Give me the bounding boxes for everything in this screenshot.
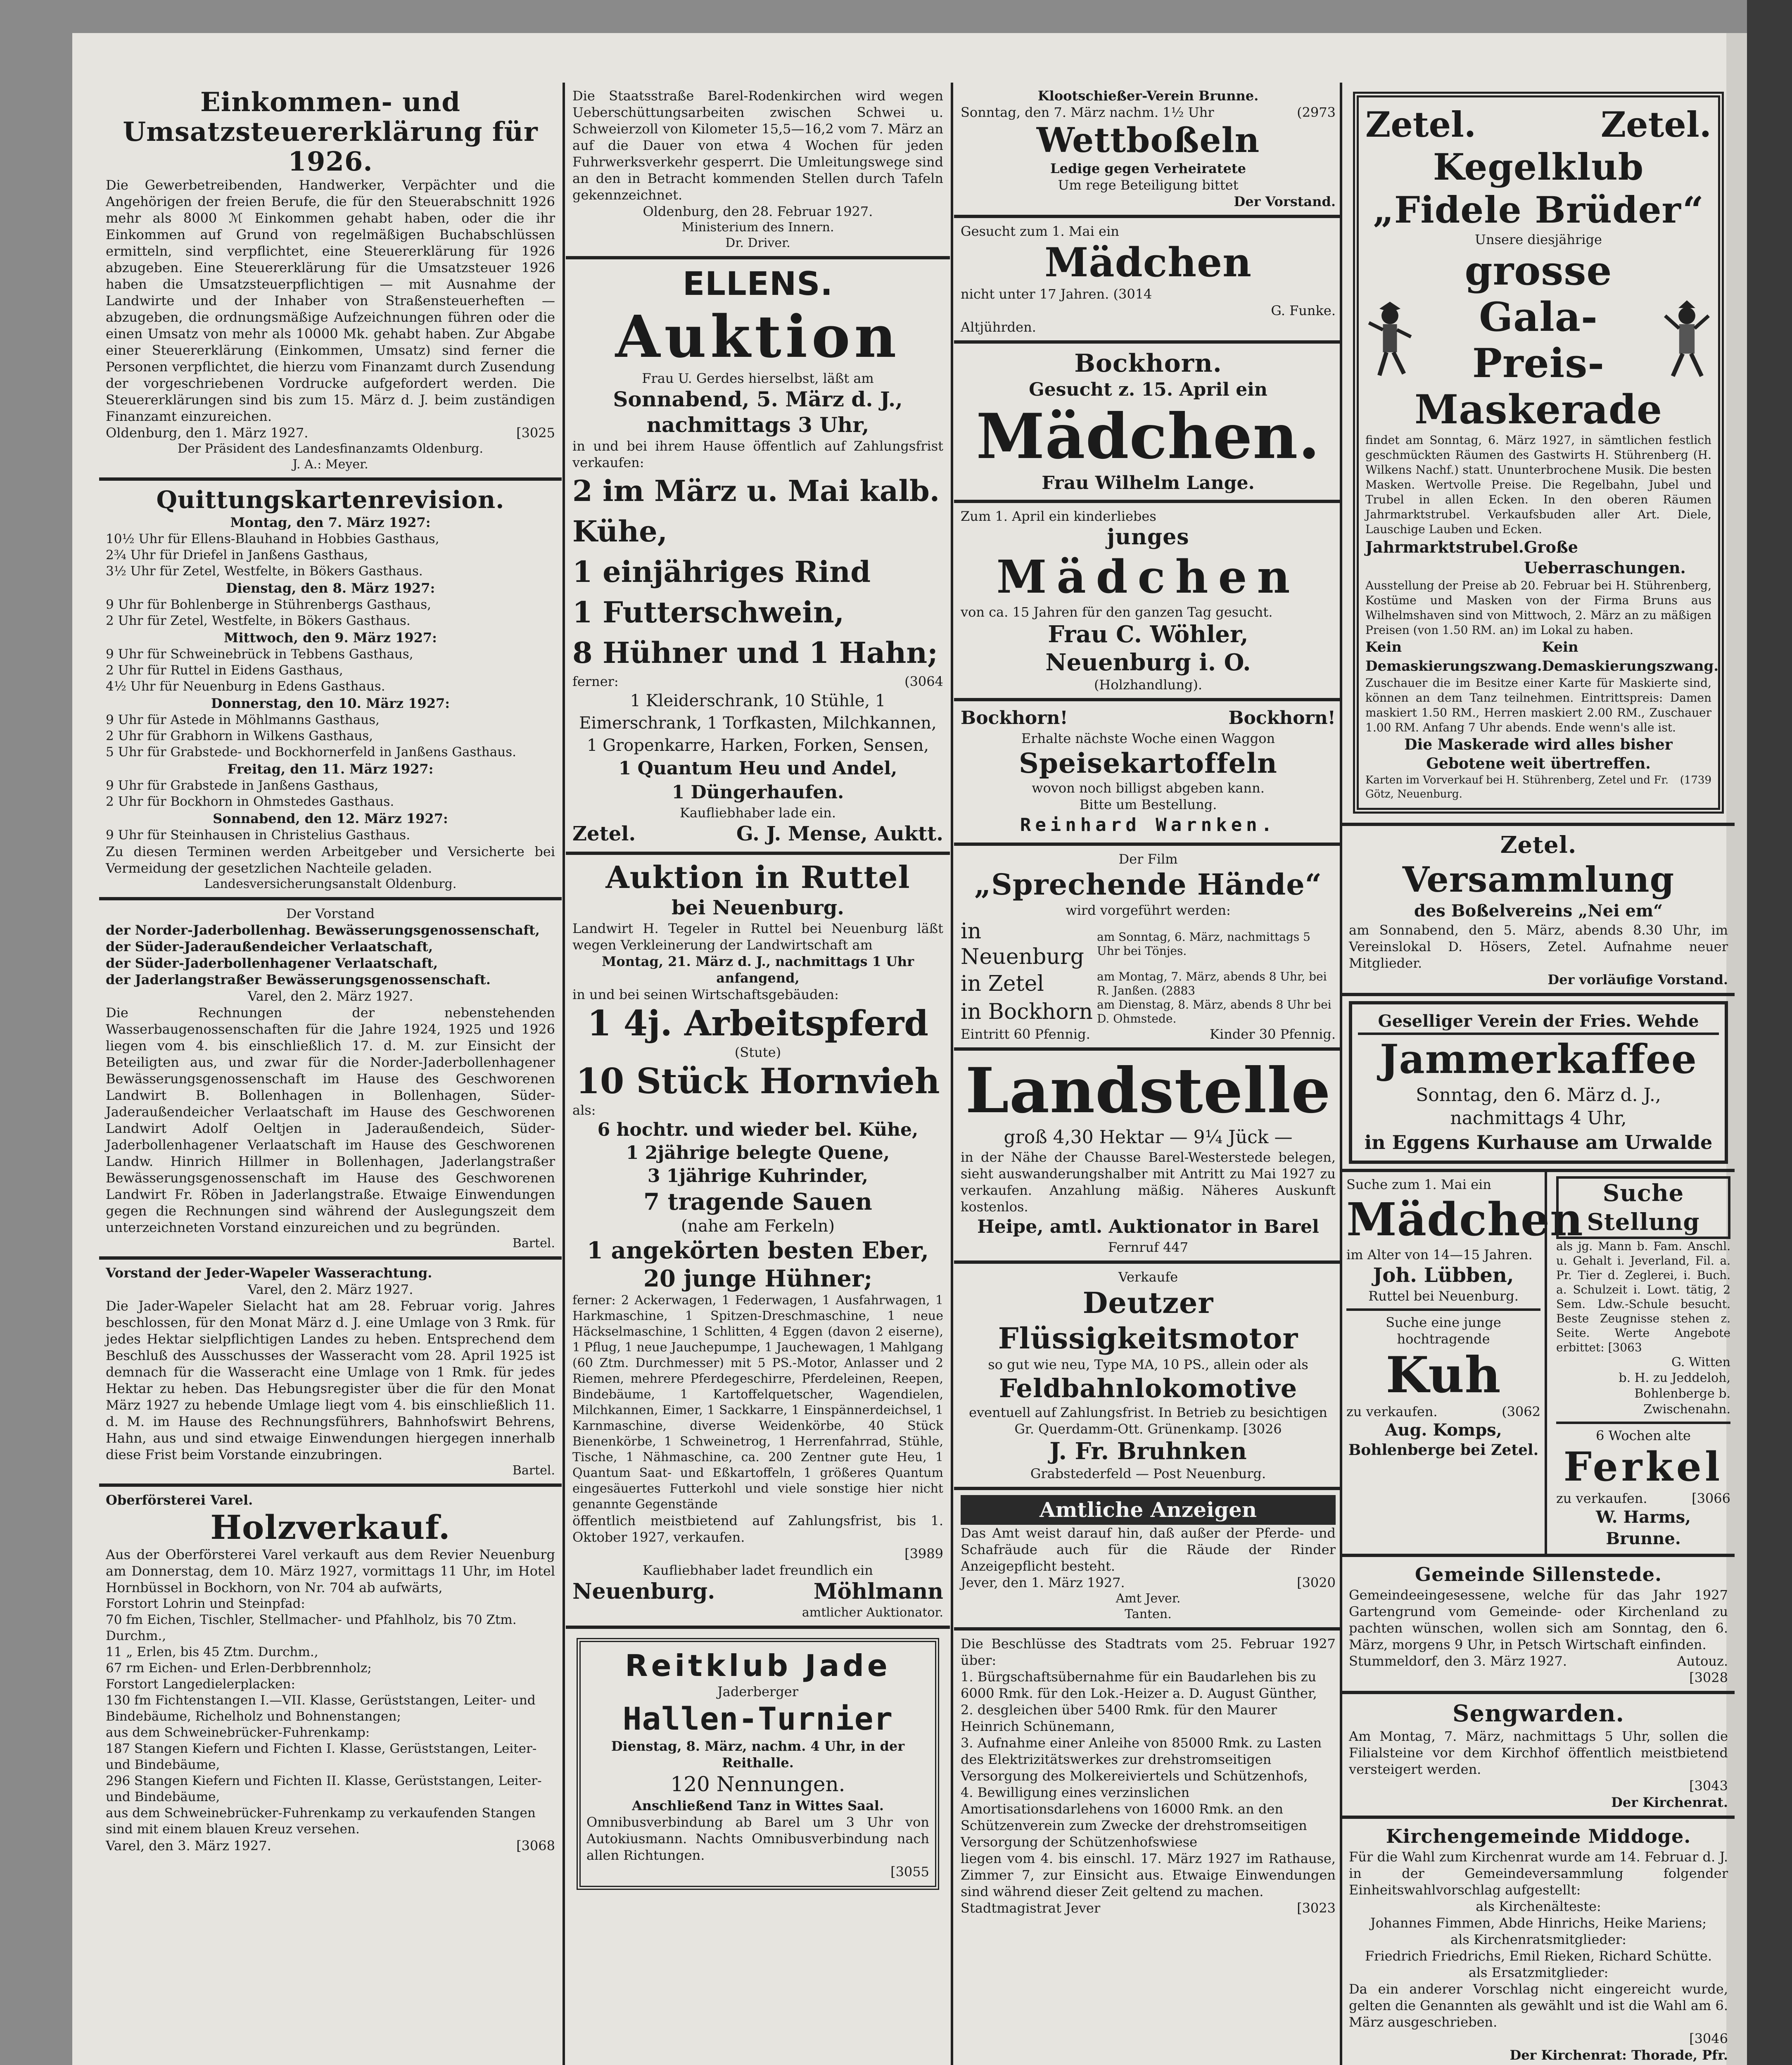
schedule-line: 5 Uhr für Grabstede- und Bockhornerfeld in Janßens Gasthaus. [106, 745, 516, 760]
jade-header [106, 905, 555, 988]
middoge-h2: als Kirchenratsmitglieder: [1450, 1932, 1626, 1947]
maskerade-code: (1739 [1680, 774, 1711, 786]
ruttel-horse: 1 4j. Arbeitspferd [587, 1003, 928, 1044]
bossel-ad [1342, 826, 1735, 996]
kartoffel-sub: wovon noch billigst abgeben kann. [1032, 780, 1265, 796]
reitklub-sub: Jaderberger [717, 1684, 799, 1699]
quittung-note: Zu diesen Terminen werden Arbeitgeber und Versicherte bei Vermeidung der gesetzlichen Nachteile geladen. [106, 844, 555, 876]
stelle-title: Suche Stellung [1556, 1176, 1730, 1239]
film-title: „Sprechende Hände“ [974, 867, 1322, 902]
stelle-ad [1556, 1176, 1730, 1417]
maid3-title: Mädchen [1346, 1193, 1583, 1246]
jade-notice [99, 900, 562, 1260]
kloot-sub: Ledige gegen Verheiratete [1050, 161, 1246, 176]
schedule-line: 9 Uhr für Schweinebrück in Tebbens Gasthaus, [106, 647, 413, 662]
ellens-dung: 1 Düngerhaufen. [672, 782, 844, 803]
kartoffel-sub2: Bitte um Bestellung. [1079, 797, 1217, 812]
land-sig: Heipe, amtl. Auktionator in Barel [977, 1216, 1319, 1237]
ferkel-post: zu verkaufen. [1556, 1491, 1647, 1506]
jade-head-line: Der Vorstand [286, 906, 375, 921]
holz-line: Forstort Lohrin und Steinpfad: [106, 1596, 305, 1611]
motor-title: Deutzer Flüssigkeitsmotor [998, 1286, 1298, 1355]
jammer-date: Sonntag, den 6. März d. J., [1416, 1085, 1661, 1106]
maid2-title: Mädchen [996, 550, 1300, 603]
film-r3b: am Dienstag, 8. März, abends 8 Uhr bei D. Ohmstede. [1097, 998, 1332, 1025]
maskerade-sub: Unsere diesjährige [1475, 232, 1602, 247]
stadtrat-item: 3. Aufnahme einer Anleihe von 85000 Rmk. zu Lasten des Elektrizitätswerkes zur drehstromseitigen Versorgung des Molkereiviertels und Schützenhofs, [961, 1735, 1322, 1784]
ruttel-intro: Landwirt H. Tegeler in Ruttel bei Neuenburg läßt wegen Verkleinerung der Landwirtschaft am [572, 921, 943, 953]
land-size: groß 4,30 Hektar — 9¼ Jück — [1004, 1127, 1293, 1148]
jade-place: Varel, den 2. März 1927. [247, 988, 413, 1004]
motor-body: eventuell auf Zahlungsfrist. In Betrieb zu besichtigen Gr. Querdamm-Ott. Grünenkamp. [3026 [969, 1405, 1327, 1437]
tax-notice [99, 83, 562, 481]
film-fee2: Kinder 30 Pfennig. [1210, 1026, 1336, 1042]
maid-ad-1 [954, 218, 1342, 344]
kloot-code: (2973 [1297, 104, 1336, 120]
maskerade-body3: Zuschauer die im Besitze einer Karte für Maskierte sind, können an dem Tanz teilnehmen. Eintrittspreis: Damen maskiert 1.50 RM., Herren maskiert 2.00 RM., Zuschauer 1.00 RM. Anfang 7 Uhr abends. Ende wenn's alle ist. [1365, 676, 1711, 734]
maskerade-body2: Ausstellung der Preise ab 20. Februar bei H. Stührenberg, Kostüme und Masken von der Firma Bruns aus Wilhelmshaven sind von Mittwoch, 2. März an zu mäßigen Preisen (von 1.50 RM. an) im Lokal zu haben. [1365, 579, 1711, 637]
kloot-line: Sonntag, den 7. März nachm. 1½ Uhr [961, 104, 1214, 120]
bockhorn-maid-ad [954, 344, 1342, 503]
holz-line: aus dem Schweinebrücker-Fuhrenkamp zu verkaufenden Stangen sind mit einem blauen Kreuz versehen. [106, 1806, 536, 1837]
jade-sig: Bartel. [512, 1236, 555, 1251]
ruttel-auction [566, 855, 950, 1629]
middoge-h1: als Kirchenälteste: [1476, 1899, 1601, 1914]
column-4 [1342, 83, 1735, 2065]
motor-title2: Feldbahnlokomotive [999, 1373, 1298, 1403]
maskerade-title: Kegelklub „Fidele Brüder“ [1373, 145, 1704, 231]
amtliche-anzeigen [954, 1490, 1342, 1631]
middoge-code: [3046 [1689, 2031, 1728, 2046]
ellens-date: Sonnabend, 5. März d. J., [613, 387, 903, 411]
ferkel-ad [1556, 1422, 1730, 1550]
column-rule [951, 83, 953, 2065]
schedule-line: 9 Uhr für Astede in Möhlmanns Gasthaus, [106, 712, 380, 727]
amtl-sig2: Tanten. [1125, 1607, 1172, 1621]
ellens-code: (3064 [904, 674, 943, 689]
tax-sig2: J. A.: Meyer. [292, 457, 368, 472]
amtl-place: Jever, den 1. März 1927. [961, 1575, 1125, 1590]
kartoffel-line: Erhalte nächste Woche einen Waggon [1021, 731, 1275, 746]
feder-place: Varel, den 2. März 1927. [247, 1282, 413, 1297]
holz-line: 187 Stangen Kiefern und Fichten I. Klasse, Gerüststangen, Leiter- und Bindebäume, [106, 1741, 537, 1772]
column-2 [566, 83, 950, 2065]
seng-body: Am Montag, 7. März, nachmittags 5 Uhr, sollen die Filialsteine vor dem Kirchhof öffentlich meistbietend versteigert werden. [1349, 1728, 1728, 1777]
schedule-line: 10½ Uhr für Ellens-Blauhand in Hobbies Gasthaus, [106, 532, 439, 546]
bossel-title: Versammlung [1402, 859, 1675, 900]
ellens-auction [566, 259, 950, 855]
reitklub-code: [3055 [890, 1864, 929, 1880]
schedule-line: 2 Uhr für Zetel, Westfelte, in Bökers Gasthaus. [106, 613, 411, 628]
stadtrat-sig: Stadtmagistrat Jever [961, 1900, 1101, 1916]
maskerade-bold: Die Maskerade wird alles bisher Gebotene weit übertreffen. [1404, 736, 1673, 772]
motor-pre: Verkaufe [1118, 1269, 1178, 1285]
reitklub-count: 120 Nennungen. [670, 1772, 845, 1796]
maid2-junges: junges [1107, 525, 1189, 550]
harlequin-icon [1662, 295, 1711, 386]
holz-line: 130 fm Fichtenstangen I.—VII. Klasse, Gerüststangen, Leiter- und Bindebäume, Richelholz und Bohnenstangen; [106, 1693, 536, 1724]
maskerade-big2: Preis-Maskerade [1414, 340, 1663, 433]
middoge-notice [1342, 1819, 1735, 2065]
jammer-frame [1349, 1001, 1728, 1164]
quittung-notice [99, 481, 562, 900]
middoge-n1: Johannes Fimmen, Abde Hinrichs, Heike Mariens; [1370, 1915, 1707, 1931]
cattle-line: 3 1jährige Kuhrinder, [647, 1165, 869, 1187]
holz-line: 67 rm Eichen- und Erlen-Derbbrennholz; [106, 1661, 372, 1676]
schedule-line: 2¾ Uhr für Driefel in Janßens Gasthaus, [106, 548, 368, 563]
middoge-body: Für die Wahl zum Kirchenrat wurde am 14. Februar d. J. in der Gemeindeversammlung folgender Einheitswahlvorschlag aufgestellt: [1349, 1849, 1728, 1898]
column-3 [954, 83, 1342, 2065]
ellens-title: Auktion [615, 303, 901, 371]
kuh-title: Kuh [1386, 1346, 1501, 1404]
ellens-ferner: ferner: [572, 674, 619, 689]
holz-lines [106, 1596, 555, 1837]
schedule-line: 3½ Uhr für Zetel, Westfelte, in Bökers Gasthaus. [106, 564, 423, 579]
ruttel-intro2: in und bei seinen Wirtschaftsgebäuden: [572, 987, 839, 1002]
land-tel: Fernruf 447 [1108, 1239, 1189, 1255]
kloot-title: Wettboßeln [1036, 121, 1260, 160]
jester-icon [1365, 295, 1415, 386]
stelle-sig2: b. H. zu Jeddeloh, [1619, 1371, 1730, 1385]
seng-code: [3043 [1689, 1778, 1728, 1794]
stelle-sig1: G. Witten [1671, 1355, 1730, 1370]
tax-place: Oldenburg, den 1. März 1927. [106, 425, 309, 441]
ellens-sig: G. J. Mense, Auktt. [736, 822, 943, 845]
road-body: Die Staatsstraße Barel-Rodenkirchen wird wegen Ueberschüttungsarbeiten zwischen Schwei u. Schweierzoll von Kilometer 15,5—16,2 vom 7. März an auf die Dauer von etwa 4 Wochen für jeden Fuhrwerksverkehr gesperrt. Die Umleitungswege sind an den in Betracht kommenden Stellen durch Tafeln gekennzeichnet. [572, 88, 943, 203]
quittung-sig: Landesversicherungsanstalt Oldenburg. [204, 877, 457, 891]
maid2-sig3: (Holzhandlung). [1094, 677, 1203, 693]
ferkel-pre: 6 Wochen alte [1596, 1428, 1691, 1443]
schedule-line: 2 Uhr für Bockhorn in Ohmstedes Gasthaus. [106, 794, 394, 809]
amtl-code: [3020 [1297, 1575, 1336, 1590]
amtl-sig1: Amt Jever. [1116, 1591, 1181, 1606]
motor-mid: so gut wie neu, Type MA, 10 PS., allein oder als [988, 1357, 1308, 1372]
kartoffel-ad [954, 701, 1342, 846]
holz-code: [3068 [516, 1838, 555, 1854]
kloot-head: Klootschießer-Verein Brunne. [1037, 88, 1259, 104]
ruttel-sig1: Möhlmann [813, 1579, 943, 1604]
bossel-body: am Sonnabend, den 5. März, abends 8.30 Uhr, im Vereinslokal D. Hösers, Zetel. Aufnahme neuer Mitglieder. [1349, 922, 1728, 971]
land-title: Landstelle [965, 1054, 1331, 1127]
kartoffel-right: Bockhorn! [1228, 707, 1336, 729]
ellens-head: ELLENS. [682, 266, 833, 303]
maid1-post: nicht unter 17 Jahren. (3014 [961, 286, 1152, 302]
middoge-n2: Friedrich Friedrichs, Emil Rieken, Richard Schütte. [1365, 1948, 1712, 1964]
ruttel-cattle: 10 Stück Hornvieh [576, 1061, 940, 1101]
kuh-code: (3062 [1502, 1404, 1540, 1419]
jammer-place: in Eggens Kurhause am Urwalde [1364, 1131, 1713, 1154]
ruttel-als: als: [572, 1102, 596, 1118]
kloot-ad [954, 83, 1342, 218]
film-ad [954, 846, 1342, 1051]
middoge-sig: Der Kirchenrat: Thorade, Pfr. [1510, 2047, 1728, 2063]
reitklub-bus: Omnibusverbindung ab Barel um 3 Uhr von Autokiusmann. Nachts Omnibusverbindung nach allen Richtungen. [586, 1814, 929, 1863]
seng-title: Sengwarden. [1453, 1700, 1624, 1727]
schedule-day: Donnerstag, den 10. März 1927: [211, 695, 450, 711]
kartoffel-left: Bockhorn! [961, 707, 1068, 729]
feder-head: Vorstand der Jeder-Wapeler Wasserachtung. [106, 1265, 432, 1281]
holz-line: 11 „ Erlen, bis 45 Ztm. Durchm., [106, 1645, 318, 1659]
reitklub-ad [566, 1629, 950, 1899]
road-sig1: Ministerium des Innern. [681, 220, 834, 235]
jade-body: Die Rechnungen der nebenstehenden Wasserbaugenossenschaften für die Jahre 1924, 1925 und 1926 liegen vom 4. bis einschließlich 17. d. M. zur Einsicht der Beteiligten aus, und zwar für die Norder-Jaderbollenhagener Bewässerungsgenossenschaft im Hause des Geschworenen Landwirt B. Bollenhagen in Bollenhagen, Süder-Jaderaußendeicher Verlaatschaft im Hause des Geschworenen Landwirt Adolf Oeltjen in Jaderaußendeich, Süder-Jaderbollenhagener Verlaatschaft im Hause des Geschworenen Landw. Hinrich Hillmer in Bollenhagen, Jaderlangstraßer Bewässerungsgenossenschaft im Hause des Geschworenen Landwirt Fr. Röben in Jaderlangstraße. Etwaige Einwendungen gegen die Rechnungen sind während der Auslegungszeit dem unterzeichneten Vorstand einzureichen und zu begründen. [106, 1005, 555, 1235]
ruttel-place: Neuenburg. [572, 1579, 715, 1604]
maid1-place: Altjührden. [961, 319, 1036, 335]
ruttel-date: Montag, 21. März d. J., nachmittags 1 Uhr anfangend, [601, 954, 914, 986]
ruttel-sows: 7 tragende Sauen [643, 1188, 872, 1215]
maid3-pre: Suche zum 1. Mai ein [1346, 1177, 1491, 1192]
holz-line: 70 fm Eichen, Tischler, Stellmacher- und Pfahlholz, bis 70 Ztm. Durchm., [106, 1612, 517, 1643]
ruttel-title: Auktion in Ruttel [605, 860, 910, 895]
stadtrat-intro: Die Beschlüsse des Stadtrats vom 25. Februar 1927 über: [961, 1636, 1336, 1668]
kuh-sig2: Bohlenberge bei Zetel. [1348, 1441, 1539, 1459]
maid2-post: von ca. 15 Jahren für den ganzen Tag gesucht. [961, 604, 1273, 620]
ellens-time: nachmittags 3 Uhr, [646, 413, 869, 437]
stadtrat-item: 4. Bewilligung eines verzinslichen Amortisationsdarlehens von 16000 Rmk. an den Schützenverein zum Zwecke der drehstromseitigen Versorgung der Schützenhofswiese [961, 1785, 1307, 1850]
road-sig2: Dr. Driver. [725, 236, 790, 250]
schedule-day: Dienstag, den 8. März 1927: [225, 580, 435, 596]
cattle-line: 1 2jährige belegte Quene, [626, 1142, 890, 1163]
maid-ad-2 [954, 503, 1342, 701]
tax-sig1: Der Präsident des Landesfinanzamts Oldenburg. [177, 441, 484, 456]
maskerade-l1: Jahrmarktstrubel. [1365, 538, 1524, 556]
kloot-sig: Der Vorstand. [1234, 194, 1336, 209]
ruttel-hens: 20 junge Hühner; [643, 1265, 873, 1292]
jammer-title: Jammerkaffee [1380, 1036, 1697, 1082]
ruttel-sows-sub: (nahe am Ferkeln) [681, 1217, 835, 1236]
maskerade-left: Zetel. [1365, 104, 1476, 145]
kuh-sig1: Aug. Komps, [1385, 1420, 1502, 1440]
maid-ad-3 [1342, 1172, 1583, 1554]
road-notice [566, 83, 950, 259]
small-ads-row [1342, 1172, 1735, 1557]
maid1-title: Mädchen [1044, 239, 1252, 286]
ellens-buyers: Kaufliebhaber lade ein. [679, 805, 836, 821]
feder-notice [99, 1260, 562, 1487]
sillen-code: [3028 [1689, 1670, 1728, 1685]
maid3-sig2: Ruttel bei Neuenburg. [1368, 1288, 1519, 1304]
amtl-body: Das Amt weist darauf hin, daß außer der Pferde- und Schafräude auch für die Räude der Rinder Anzeigepflicht besteht. [961, 1525, 1336, 1574]
maid3-post: im Alter von 14—15 Jahren. [1346, 1247, 1533, 1263]
ruttel-more: ferner: 2 Ackerwagen, 1 Federwagen, 1 Ausfahrwagen, 1 Harkmaschine, 1 Spitzen-Dreschmaschine, 1 neue Häckselmaschine, 1 Schlitten, 4 Eggen (davon 2 eiserne), 1 Pflug, 1 neue Jauchepumpe, 1 Jauchewagen, 1 Mahlgang (60 Ztm. Durchmesser) mit 5 PS.-Motor, Anlasser und 2 Riemen, mehrere Pferdegeschirre, Pferdeleinen, Reepen, Bindebäume, 1 Kartoffelquetscher, Wagendielen, Milchkannen, Eimer, 1 Sackkarre, 1 Einspännerdeichsel, 1 Karnmaschine, diverse Weidenkörbe, 40 Stück Bienenkörbe, 1 Schweinetrog, 1 Herrenfahrrad, Stühle, Tische, 1 Nähmaschine, ca. 200 Zentner gute Heu, 1 Quantum Saat- und Eßkartoffeln, 1 größeres Quantum eingesäuertes Futterkohl und viele sonstige hier nicht genannte Gegenstände [572, 1293, 943, 1512]
ellens-place: Zetel. [572, 822, 636, 845]
ferkel-sig: W. Harms, Brunne. [1595, 1507, 1691, 1548]
ferkel-title: Ferkel [1563, 1443, 1723, 1490]
ruttel-terms: öffentlich meistbietend auf Zahlungsfrist, bis 1. Oktober 1927, verkaufen. [572, 1513, 943, 1545]
kuh-post: zu verkaufen. [1346, 1404, 1438, 1419]
motor-sig: J. Fr. Bruhnken [1049, 1438, 1247, 1465]
jammerkaffee-ad [1342, 996, 1735, 1172]
quittung-title: Quittungskartenrevision. [156, 486, 505, 514]
schedule-day: Mittwoch, den 9. März 1927: [224, 630, 437, 646]
maid1-pre: Gesucht zum 1. Mai ein [961, 223, 1119, 239]
cattle-line: 6 hochtr. und wieder bel. Kühe, [597, 1119, 919, 1140]
maskerade-big1: grosse Gala- [1464, 247, 1612, 340]
reitklub-dance: Anschließend Tanz in Wittes Saal. [631, 1798, 884, 1813]
schedule-line: 9 Uhr für Steinhausen in Christelius Gasthaus. [106, 828, 411, 843]
ruttel-code: [3989 [904, 1546, 943, 1562]
bockhorn-head: Bockhorn. [1074, 349, 1222, 378]
holz-head: Oberförsterei Varel. [106, 1492, 253, 1508]
landstelle-ad [954, 1051, 1342, 1264]
film-r1b: am Sonntag, 6. März, nachmittags 5 Uhr bei Tönjes. [1097, 930, 1310, 958]
schedule-line: 2 Uhr für Grabhorn in Wilkens Gasthaus, [106, 729, 373, 743]
motor-ad [954, 1264, 1342, 1490]
maid3-sig1: Joh. Lübben, [1373, 1264, 1514, 1287]
film-r2a: in Zetel [961, 971, 1044, 996]
holz-notice [99, 1487, 562, 1859]
ruttel-sig2: amtlicher Auktionator. [802, 1605, 943, 1620]
jammer-head: Geselliger Verein der Fries. Wehde [1358, 1010, 1719, 1035]
bossel-sig: Der vorläufige Vorstand. [1548, 972, 1728, 987]
stadtrat-body: liegen vom 4. bis einschl. 17. März 1927 im Rathause, Zimmer 7, zur Einsicht aus. Etwaige Einwendungen sind während dieser Zeit geltend zu machen. [961, 1851, 1336, 1899]
bockhorn-sig: Frau Wilhelm Lange. [1042, 472, 1255, 494]
maid2-pre: Zum 1. April ein kinderliebes [961, 508, 1156, 524]
reitklub-date: Dienstag, 8. März, nachm. 4 Uhr, in der Reithalle. [611, 1738, 905, 1771]
ruttel-cattle-list [572, 1118, 943, 1188]
sillen-sig: Autouz. [1677, 1653, 1728, 1669]
ellens-heu: 1 Quantum Heu und Andel, [618, 758, 897, 779]
stadtrat-items [961, 1669, 1336, 1850]
schedule-line: 2 Uhr für Ruttel in Eidens Gasthaus, [106, 663, 343, 678]
ellens-items [572, 471, 943, 673]
auction-item: 1 einjähriges Rind [572, 555, 871, 589]
ellens-intro: Frau U. Gerdes hierselbst, läßt am [642, 370, 874, 386]
auction-item: 8 Hühner und 1 Hahn; [572, 636, 938, 670]
middoge-title: Kirchengemeinde Middoge. [1386, 1825, 1691, 1847]
stadtrat-item: 2. desgleichen über 5400 Rmk. für den Maurer Heinrich Schünemann, [961, 1702, 1277, 1734]
bockhorn-line: Gesucht z. 15. April ein [1029, 379, 1267, 400]
motor-place: Grabstederfeld — Post Neuenburg. [1030, 1466, 1266, 1481]
maskerade-r2: Kein Demaskierungszwang. [1542, 639, 1719, 674]
reitklub-big: Hallen-Turnier [622, 1700, 893, 1737]
film-fee1: Eintritt 60 Pfennig. [961, 1026, 1090, 1042]
schedule-line: 9 Uhr für Grabstede in Janßens Gasthaus, [106, 778, 379, 793]
ruttel-boar: 1 angekörten besten Eber, [586, 1237, 929, 1264]
page-binding-edge [1747, 0, 1792, 2065]
maskerade-foot: Karten im Vorverkauf bei H. Stührenberg, Zetel und Fr. Götz, Neuenburg. [1365, 774, 1669, 800]
maid1-sig: G. Funke. [1271, 303, 1336, 318]
kuh-ad [1346, 1308, 1540, 1460]
stelle-sig3: Bohlenberge b. Zwischenahn. [1634, 1386, 1730, 1417]
film-head: Der Film [1118, 851, 1178, 867]
kloot-sub2: Um rege Beteiligung bittet [1058, 177, 1239, 193]
tax-code: [3025 [516, 425, 555, 441]
ellens-more: 1 Kleiderschrank, 10 Stühle, 1 Eimerschrank, 1 Torfkasten, Milchkannen, 1 Gropenkarre, Harken, Forken, Sensen, [579, 691, 937, 755]
reitklub-title: Reitklub Jade [625, 1648, 891, 1683]
middoge-h3: als Ersatzmitglieder: [1468, 1965, 1609, 1980]
maskerade-right: Zetel. [1600, 104, 1711, 145]
sengwarden-notice [1342, 1694, 1735, 1819]
schedule-day: Montag, den 7. März 1927: [230, 515, 431, 530]
land-body: in der Nähe der Chausse Barel-Westerstede belegen, sieht auswanderungshalber mit Antritt zu Mai 1927 zu verkaufen. Anzahlung mäßig. Näheres Auskunft kostenlos. [961, 1149, 1336, 1215]
right-small-ads [1552, 1172, 1735, 1554]
jade-head-line: der Norder-Jaderbollenhag. Bewässerungsgenossenschaft, [106, 922, 540, 938]
reitklub-frame [577, 1638, 939, 1890]
maid2-sig1: Frau C. Wöhler, [1048, 621, 1248, 648]
bossel-head: Zetel. [1500, 831, 1577, 859]
holz-line: Forstort Langedielerplacken: [106, 1677, 296, 1692]
jade-head-line: der Süder-Jaderaußendeicher Verlaatschaft, [106, 939, 433, 954]
stelle-body: als jg. Mann b. Fam. Anschl. u. Gehalt i. Jeverland, Fil. a. Pr. Tier d. Zeglerei, i. Buch. a. Schulzeit i. Lowt. tätig, 2 Sem. Ldw.-Schule besucht. Beste Zeugnisse stehen z. Seite. Werte Angebote erbittet: [3063 [1556, 1239, 1730, 1354]
feder-sig: Bartel. [512, 1463, 555, 1478]
auction-item: 2 im März u. Mai kalb. Kühe, [572, 474, 940, 548]
film-sub: wird vorgeführt werden: [1066, 902, 1231, 918]
kartoffel-sig: Reinhard Warnken. [1020, 814, 1277, 835]
ellens-intro2: in und bei ihrem Hause öffentlich auf Zahlungsfrist verkaufen: [572, 438, 943, 470]
schedule-day: Freitag, den 11. März 1927: [227, 761, 434, 777]
film-r2b: am Montag, 7. März, abends 8 Uhr, bei R. Janßen. (2883 [1097, 970, 1327, 997]
ferkel-code: [3066 [1692, 1491, 1730, 1506]
ruttel-sub: bei Neuenburg. [672, 896, 844, 919]
film-r1a: in Neuenburg [961, 919, 1084, 969]
jade-head-line: der Süder-Jaderbollenhagener Verlaatschaft, [106, 955, 438, 971]
ruttel-buyers: Kaufliebhaber ladet freundlich ein [643, 1562, 873, 1578]
sillen-place: Stummeldorf, den 3. März 1927. [1349, 1653, 1567, 1669]
film-r3a: in Bockhorn [961, 999, 1093, 1024]
sillen-body: Gemeindeeingesessene, welche für das Jahr 1927 Gartengrund vom Gemeinde- oder Kirchenland zu pachten wünschen, wollen sich am Sonntag, den 6. März, morgens 9 Uhr, in Petsch Wirtschaft einfinden. [1349, 1587, 1728, 1652]
maskerade-r1: Große Ueberraschungen. [1524, 538, 1686, 577]
stadtrat-item: 1. Bürgschaftsübernahme für ein Baudarlehen bis zu 6000 Rmk. für den Lok.-Heizer a. D. August Günther, [961, 1669, 1317, 1701]
jammer-time: nachmittags 4 Uhr, [1450, 1108, 1627, 1129]
maskerade-l2: Kein Demaskierungszwang. [1365, 639, 1542, 674]
tax-title: Einkommen- und Umsatzsteuererklärung für 1926. [123, 87, 538, 177]
holz-title: Holzverkauf. [210, 1508, 451, 1547]
road-place: Oldenburg, den 28. Februar 1927. [643, 204, 873, 219]
stadtrat-code: [3023 [1297, 1900, 1336, 1916]
sillenstede-notice [1342, 1557, 1735, 1694]
schedule-line: 9 Uhr für Bohlenberge in Stührenbergs Gasthaus, [106, 597, 432, 612]
column-rule [563, 83, 565, 2065]
sillen-title: Gemeinde Sillenstede. [1415, 1563, 1662, 1586]
bossel-sub: des Boßelvereins „Nei em“ [1414, 901, 1663, 921]
tax-body: Die Gewerbetreibenden, Handwerker, Verpächter und die Angehörigen der freien Berufe, die für den Steuerabschnitt 1926 mehr als 8000 ℳ Einkommen gehabt haben, oder die ihr Einkommen auf Grund von regelmäßigen Buchabschlüssen ermitteln, sind verpflichtet, eine Steuererklärung für 1926 abzugeben. Eine Steuererklärung für die Umsatzsteuer 1926 haben die Umsatzsteuerpflichtigen — mit Ausnahme der Landwirte und der Inhaber von Straßensteuerheften — abzugeben, die ordnungsmäßige Aufzeichnungen führen oder die einen Umsatz von mehr als 10000 Mk. gehabt haben. Zur Abgabe einer Steuererklärung (Einkommen, Umsatz) sind ferner die Personen verpflichtet, die hierzu vom Finanzamt durch Zusendung der vorgeschriebenen Vordrucke aufgefordert werden. Die Steuererklärungen sind bis zum 15. März d. J. beim zuständigen Finanzamt einzureichen. [106, 177, 555, 424]
auction-item: 1 Futterschwein, [572, 595, 845, 629]
kuh-pre: Suche eine junge hochtragende [1386, 1315, 1501, 1347]
schedule-line: 4½ Uhr für Neuenburg in Edens Gasthaus. [106, 679, 385, 694]
maskerade-ad [1342, 83, 1735, 826]
holz-line: aus dem Schweinebrücker-Fuhrenkamp: [106, 1725, 370, 1740]
maid2-sig2: Neuenburg i. O. [1045, 649, 1251, 676]
jade-head-line: der Jaderlangstraßer Bewässerungsgenossenschaft. [106, 972, 491, 987]
schedule-day: Sonnabend, den 12. März 1927: [213, 811, 448, 826]
quittung-schedule [106, 514, 555, 843]
kartoffel-title: Speisekartoffeln [1019, 747, 1277, 779]
stadtrat-notice [954, 1631, 1342, 1921]
maskerade-frame [1353, 92, 1724, 814]
amtl-title: Amtliche Anzeigen [961, 1495, 1336, 1525]
maskerade-body: findet am Sonntag, 6. März 1927, in sämtlichen festlich geschmückten Räumen des Gastwirts H. Stührenberg (H. Wilkens Nachf.) statt. Ununterbrochene Musik. Die besten Masken. Wertvolle Preise. Die Regelbahn, Jubel und Trubel in allen Ecken. In den oberen Räumen Jahrmarktstrubel. Verkaufsbuden aller Art. Diele, Lauschige Lauben und Ecken. [1365, 433, 1711, 536]
holz-line: 296 Stangen Kiefern und Fichten II. Klasse, Gerüststangen, Leiter- und Bindebäume, [106, 1773, 542, 1804]
ruttel-horse-sub: (Stute) [734, 1044, 781, 1060]
bockhorn-title: Mädchen. [976, 400, 1320, 473]
holz-place: Varel, den 3. März 1927. [106, 1838, 271, 1854]
feder-body: Die Jader-Wapeler Sielacht hat am 28. Februar vorig. Jahres beschlossen, für den Monat März d. J. eine Umlage von 3 Rmk. für jedes Hektar sielpflichtigen Landes zu heben. Entsprechend dem Beschluß des Ausschusses der Wasseracht vom 28. April 1925 ist demnach für die Wasseracht eine Umlage von 1 Rmk. für jedes Hektar zu heben. Das Hebungsregister über die für den Monat März 1927 zu hebende Umlage liegt vom 4. bis einschließlich 11. d. M. im Hause des Rechnungsführers, Bahnhofswirt Behrens, Hahn, aus und sind etwaige Einwendungen hiergegen innerhalb diese Frist beim Vorstande einzubringen. [106, 1298, 555, 1462]
middoge-n3: Da ein anderer Vorschlag nicht eingereicht wurde, gelten die Genannten als gewählt und ist die Wahl am 6. März ausgeschrieben. [1349, 1981, 1728, 2030]
column-1 [99, 83, 562, 2065]
seng-sig: Der Kirchenrat. [1611, 1794, 1728, 1810]
holz-intro: Aus der Oberförsterei Varel verkauft aus dem Revier Neuenburg am Donnerstag, dem 10. März 1927, vormittags 11 Uhr, im Hotel Hornbüssel in Bockhorn, von Nr. 704 ab aufwärts, [106, 1547, 555, 1595]
